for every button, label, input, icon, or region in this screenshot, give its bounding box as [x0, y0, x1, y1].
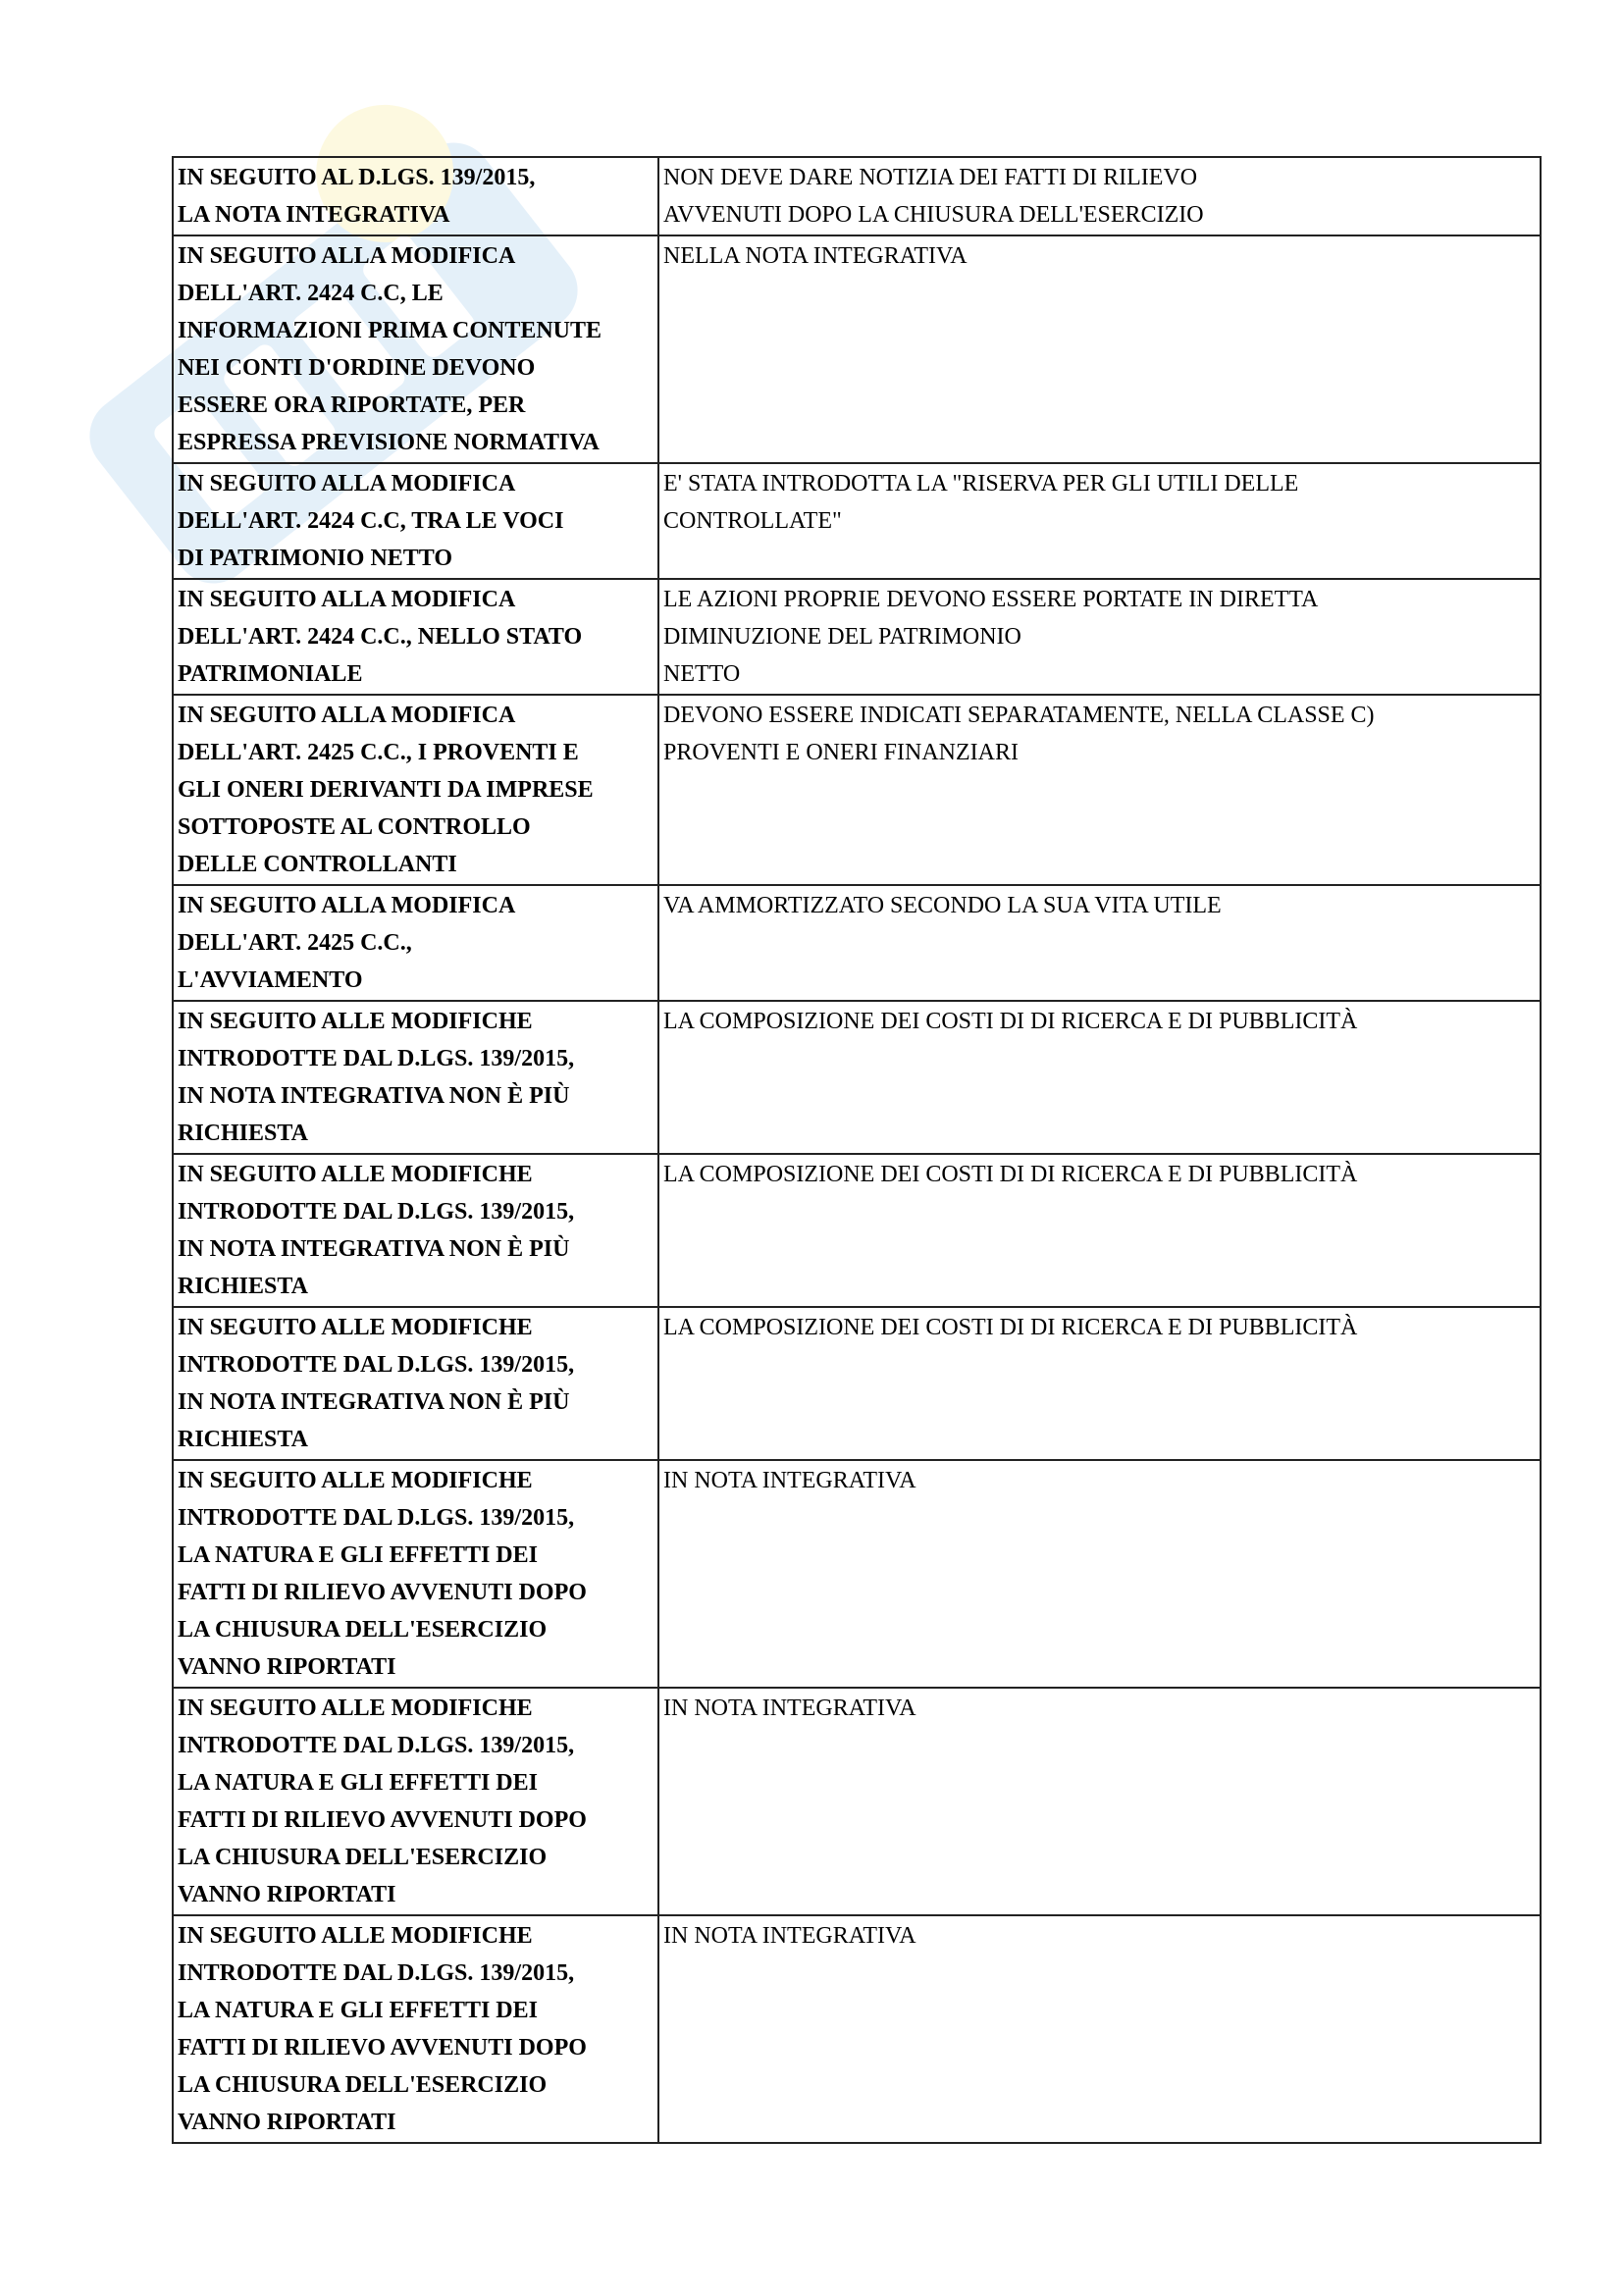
answer-cell: IN NOTA INTEGRATIVA [658, 1915, 1541, 2143]
table-row [173, 1688, 1541, 1915]
question-cell: IN SEGUITO ALLE MODIFICHE INTRODOTTE DAL D.LGS. 139/2015, IN NOTA INTEGRATIVA NON È PIÙ RICHIESTA [173, 1154, 658, 1307]
question-cell: IN SEGUITO AL D.LGS. 139/2015, LA NOTA INTEGRATIVA [173, 157, 658, 235]
table-row [173, 235, 1541, 463]
question-cell: IN SEGUITO ALLA MODIFICA DELL'ART. 2424 C.C., NELLO STATO PATRIMONIALE [173, 579, 658, 695]
answer-cell: LA COMPOSIZIONE DEI COSTI DI DI RICERCA E DI PUBBLICITÀ [658, 1154, 1541, 1307]
answer-cell: LA COMPOSIZIONE DEI COSTI DI DI RICERCA E DI PUBBLICITÀ [658, 1307, 1541, 1460]
table-row [173, 695, 1541, 885]
table-row [173, 157, 1541, 235]
qa-table [172, 156, 1542, 2144]
question-cell: IN SEGUITO ALLE MODIFICHE INTRODOTTE DAL D.LGS. 139/2015, LA NATURA E GLI EFFETTI DEI FATTI DI RILIEVO AVVENUTI DOPO LA CHIUSURA DELL'ESERCIZIO VANNO RIPORTATI [173, 1460, 658, 1688]
question-cell: IN SEGUITO ALLA MODIFICA DELL'ART. 2425 C.C., I PROVENTI E GLI ONERI DERIVANTI DA IMPRESE SOTTOPOSTE AL CONTROLLO DELLE CONTROLLANTI [173, 695, 658, 885]
answer-cell: LE AZIONI PROPRIE DEVONO ESSERE PORTATE IN DIRETTA DIMINUZIONE DEL PATRIMONIO NETTO [658, 579, 1541, 695]
answer-cell: NELLA NOTA INTEGRATIVA [658, 235, 1541, 463]
answer-cell: IN NOTA INTEGRATIVA [658, 1688, 1541, 1915]
table-row [173, 463, 1541, 579]
question-cell: IN SEGUITO ALLA MODIFICA DELL'ART. 2425 C.C., L'AVVIAMENTO [173, 885, 658, 1001]
answer-cell: LA COMPOSIZIONE DEI COSTI DI DI RICERCA E DI PUBBLICITÀ [658, 1001, 1541, 1154]
question-cell: IN SEGUITO ALLA MODIFICA DELL'ART. 2424 C.C, TRA LE VOCI DI PATRIMONIO NETTO [173, 463, 658, 579]
answer-cell: VA AMMORTIZZATO SECONDO LA SUA VITA UTILE [658, 885, 1541, 1001]
question-cell: IN SEGUITO ALLE MODIFICHE INTRODOTTE DAL D.LGS. 139/2015, LA NATURA E GLI EFFETTI DEI FATTI DI RILIEVO AVVENUTI DOPO LA CHIUSURA DELL'ESERCIZIO VANNO RIPORTATI [173, 1915, 658, 2143]
question-cell: IN SEGUITO ALLE MODIFICHE INTRODOTTE DAL D.LGS. 139/2015, IN NOTA INTEGRATIVA NON È PIÙ RICHIESTA [173, 1001, 658, 1154]
table-row [173, 1154, 1541, 1307]
table-row [173, 1307, 1541, 1460]
question-cell: IN SEGUITO ALLE MODIFICHE INTRODOTTE DAL D.LGS. 139/2015, LA NATURA E GLI EFFETTI DEI FATTI DI RILIEVO AVVENUTI DOPO LA CHIUSURA DELL'ESERCIZIO VANNO RIPORTATI [173, 1688, 658, 1915]
table-row [173, 1915, 1541, 2143]
table-row [173, 885, 1541, 1001]
table-row [173, 579, 1541, 695]
answer-cell: DEVONO ESSERE INDICATI SEPARATAMENTE, NELLA CLASSE C) PROVENTI E ONERI FINANZIARI [658, 695, 1541, 885]
table-row [173, 1001, 1541, 1154]
question-cell: IN SEGUITO ALLE MODIFICHE INTRODOTTE DAL D.LGS. 139/2015, IN NOTA INTEGRATIVA NON È PIÙ RICHIESTA [173, 1307, 658, 1460]
question-cell: IN SEGUITO ALLA MODIFICA DELL'ART. 2424 C.C, LE INFORMAZIONI PRIMA CONTENUTE NEI CONTI D'ORDINE DEVONO ESSERE ORA RIPORTATE, PER ESPRESSA PREVISIONE NORMATIVA [173, 235, 658, 463]
answer-cell: IN NOTA INTEGRATIVA [658, 1460, 1541, 1688]
answer-cell: NON DEVE DARE NOTIZIA DEI FATTI DI RILIEVO AVVENUTI DOPO LA CHIUSURA DELL'ESERCIZIO [658, 157, 1541, 235]
answer-cell: E' STATA INTRODOTTA LA "RISERVA PER GLI UTILI DELLE CONTROLLATE" [658, 463, 1541, 579]
table-row [173, 1460, 1541, 1688]
